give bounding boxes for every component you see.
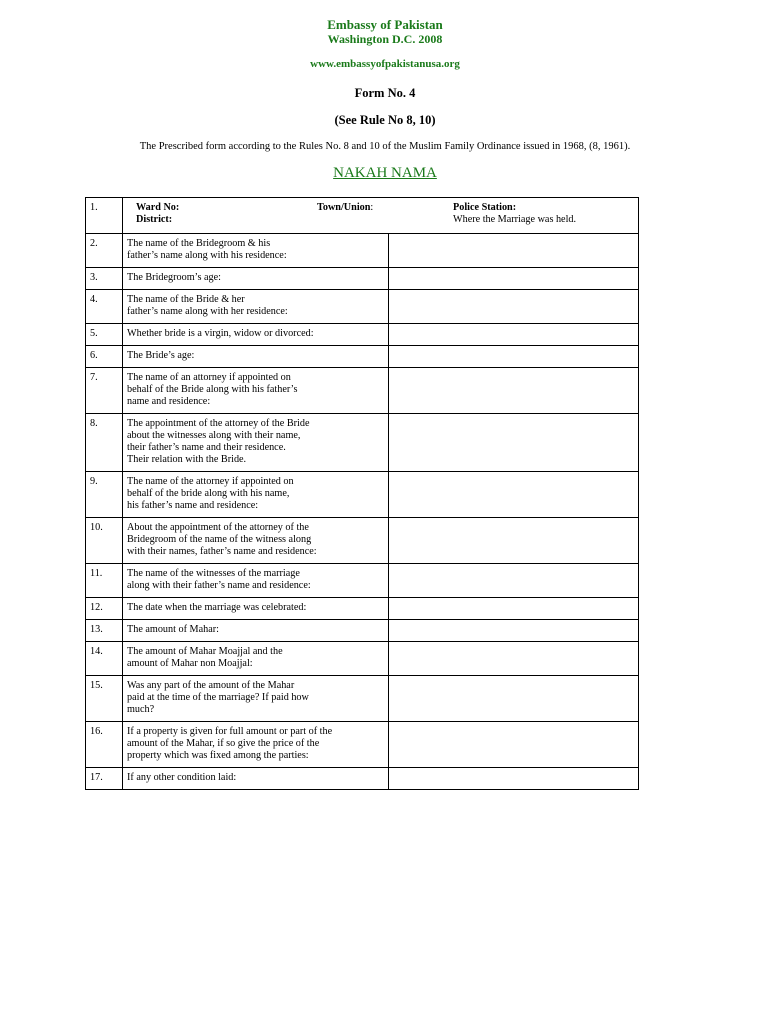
location-fields <box>123 198 639 234</box>
table-row <box>86 234 639 268</box>
field-label: The date when the marriage was celebrated: <box>123 598 389 620</box>
field-label: The Bridegroom’s age: <box>123 268 389 290</box>
field-value-cell[interactable] <box>389 324 639 346</box>
city-year: Washington D.C. 2008 <box>327 32 443 46</box>
field-value-cell[interactable] <box>389 620 639 642</box>
table-row-1 <box>86 198 639 234</box>
table-row <box>86 620 639 642</box>
field-value-cell[interactable] <box>389 642 639 676</box>
row-number: 11. <box>86 564 123 598</box>
field-value-cell[interactable] <box>389 414 639 472</box>
field-label: About the appointment of the attorney of the Bridegroom of the name of the witness along with their names, father’s name and residence: <box>123 518 389 564</box>
table-row <box>86 472 639 518</box>
field-label: The name of the Bridegroom & his father’s name along with his residence: <box>123 234 389 268</box>
row-number: 4. <box>86 290 123 324</box>
field-value-cell[interactable] <box>389 768 639 790</box>
police-station-note: Where the Marriage was held. <box>453 214 577 225</box>
town-label: Town/Union <box>317 202 371 213</box>
field-value-cell[interactable] <box>389 290 639 324</box>
table-row <box>86 368 639 414</box>
field-value-cell[interactable] <box>389 346 639 368</box>
rule-reference: (See Rule No 8, 10) <box>334 113 436 127</box>
field-label: The name of the attorney if appointed on behalf of the bride along with his name, his father’s name and residence: <box>123 472 389 518</box>
form-description: The Prescribed form according to the Rules No. 8 and 10 of the Muslim Family Ordinance issued in 1968, (8, 1961). <box>139 141 631 152</box>
field-label: The name of the Bride & her father’s name along with her residence: <box>123 290 389 324</box>
field-label: The amount of Mahar: <box>123 620 389 642</box>
field-value-cell[interactable] <box>389 676 639 722</box>
document-title: NAKAH NAMA <box>333 165 437 181</box>
table-row <box>86 290 639 324</box>
field-value-cell[interactable] <box>389 472 639 518</box>
row-number: 9. <box>86 472 123 518</box>
table-row <box>86 642 639 676</box>
form-number: Form No. 4 <box>354 86 416 100</box>
field-label: The appointment of the attorney of the Bride about the witnesses along with their name, their father’s name and their residence. Their relation with the Bride. <box>123 414 389 472</box>
row-number: 2. <box>86 234 123 268</box>
field-value-cell[interactable] <box>389 564 639 598</box>
row-number: 15. <box>86 676 123 722</box>
field-value-cell[interactable] <box>389 368 639 414</box>
table-row <box>86 324 639 346</box>
table-row <box>86 564 639 598</box>
row-number: 13. <box>86 620 123 642</box>
field-label: If a property is given for full amount or part of the amount of the Mahar, if so give the price of the property which was fixed among the parties: <box>123 722 389 768</box>
field-value-cell[interactable] <box>389 722 639 768</box>
table-row <box>86 722 639 768</box>
table-row <box>86 598 639 620</box>
town-colon: : <box>370 202 374 213</box>
row-number: 17. <box>86 768 123 790</box>
police-station-label: Police Station: <box>453 202 517 213</box>
field-label: The name of the witnesses of the marriage along with their father’s name and residence: <box>123 564 389 598</box>
field-value-cell[interactable] <box>389 518 639 564</box>
field-label: The name of an attorney if appointed on behalf of the Bride along with his father’s name and residence: <box>123 368 389 414</box>
field-value-cell[interactable] <box>389 598 639 620</box>
field-label: If any other condition laid: <box>123 768 389 790</box>
field-label: The amount of Mahar Moajjal and the amount of Mahar non Moajjal: <box>123 642 389 676</box>
row-number: 5. <box>86 324 123 346</box>
row-number: 10. <box>86 518 123 564</box>
field-value-cell[interactable] <box>389 268 639 290</box>
row-number: 3. <box>86 268 123 290</box>
field-label: The Bride’s age: <box>123 346 389 368</box>
website-link[interactable]: www.embassyofpakistanusa.org <box>310 58 460 70</box>
district-label: District: <box>136 214 173 225</box>
row-number: 6. <box>86 346 123 368</box>
row-number: 7. <box>86 368 123 414</box>
table-row <box>86 768 639 790</box>
row-number: 14. <box>86 642 123 676</box>
table-row <box>86 414 639 472</box>
field-label: Whether bride is a virgin, widow or divorced: <box>123 324 389 346</box>
table-row <box>86 518 639 564</box>
nikah-form-table <box>85 197 639 790</box>
ward-label: Ward No: <box>136 202 180 213</box>
table-row <box>86 676 639 722</box>
table-row <box>86 346 639 368</box>
row-number: 16. <box>86 722 123 768</box>
table-row <box>86 268 639 290</box>
row-number: 12. <box>86 598 123 620</box>
field-label: Was any part of the amount of the Mahar paid at the time of the marriage? If paid how much? <box>123 676 389 722</box>
row-number: 8. <box>86 414 123 472</box>
row-number: 1. <box>86 198 123 234</box>
field-value-cell[interactable] <box>389 234 639 268</box>
embassy-name: Embassy of Pakistan <box>327 17 443 32</box>
